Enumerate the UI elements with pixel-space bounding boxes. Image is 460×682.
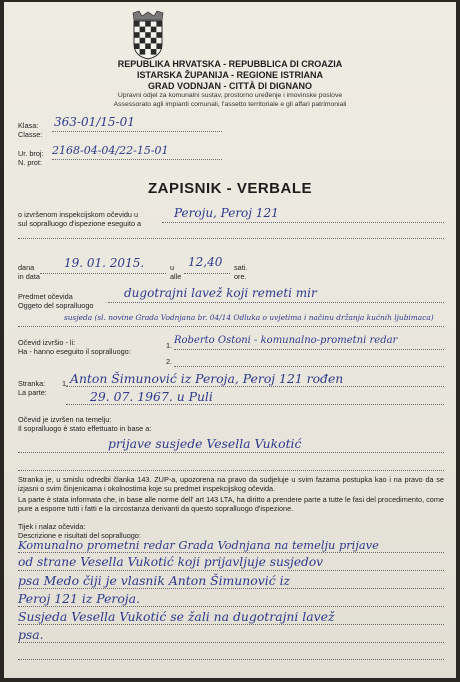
time-unit-it: ore. <box>234 272 247 281</box>
basis-value: prijave susjede Vesella Vukotić <box>108 436 302 451</box>
klasa-value: 363-01/15-01 <box>54 115 135 129</box>
document-page <box>4 2 456 678</box>
place-label-hr: o izvršenom inspekcijskom očevidu u <box>18 210 139 219</box>
findings-line-3: psa Medo čiji je vlasnik Anton Šimunović iz <box>18 573 291 588</box>
classe-label: Classe: <box>18 130 43 139</box>
notice-hr: Stranka je, u smislu odredbi članka 143. ZUP-a, upozorena na pravo da sudjeluje u svim fazama postupka kao i na pravo da se izjasni o svim činjenicama i okolnostima koje su predmet inspekcijskog očevida. <box>18 475 444 493</box>
place-label-it: sul sopralluogo d'ispezione eseguito a <box>18 219 142 228</box>
page-title: ZAPISNIK - VERBALE <box>147 180 312 197</box>
header-line-4: Upravni odjel za komunalni sustav, prostorno uređenje i imovinske poslove <box>117 92 343 99</box>
findings-line-2: od strane Vesella Vukotić koji prijavljuje susjedov <box>18 555 324 569</box>
party-value-1: Anton Šimunović iz Peroja, Peroj 121 rođen <box>70 371 344 386</box>
party-value-2: 29. 07. 1967. u Puli <box>90 389 213 404</box>
subject-value-1: dugotrajni lavež koji remeti mir <box>124 286 317 300</box>
findings-line-1: Komunalno prometni redar Grada Vodnjana na temelju prijave <box>18 538 379 552</box>
notice-it: La parte è stata informata che, in base alle norme dell' art 143 LTA, ha diritto a prendere parte a tutte le fasi del procedimento, come pure a esporre tutti i fatti e la circostanza derivanti da questo sopralluogo d'ispezione. <box>18 495 444 513</box>
klasa-label: Klasa: <box>18 121 39 130</box>
time-unit-hr: sati. <box>234 263 248 272</box>
place-value: Peroju, Peroj 121 <box>174 206 279 220</box>
nprot-label: N. prot: <box>18 158 42 167</box>
findings-label-hr: Tijek i nalaz očevida: <box>18 522 86 531</box>
performer-value: Roberto Ostoni - komunalno-prometni redar <box>174 335 398 346</box>
performer-num-1: 1. <box>166 341 173 350</box>
urbroj-value: 2168-04-04/22-15-01 <box>52 144 169 157</box>
party-label-it: La parte: <box>18 388 47 397</box>
findings-line-5: Susjeda Vesella Vukotić se žali na dugotrajni lavež <box>18 609 335 624</box>
findings-line-6: psa. <box>18 627 44 642</box>
header-line-2: ISTARSKA ŽUPANIJA - REGIONE ISTRIANA <box>136 70 323 80</box>
basis-label-it: Il sopralluogo è stato effettuato in base a: <box>18 424 152 433</box>
header-line-5: Assessorato agli impianti comunali, l'assetto territoriale e gli affari patrimoniali <box>113 101 347 108</box>
findings-label-it: Descrizione e risultati del sopralluogo: <box>18 531 141 540</box>
findings-line-4: Peroj 121 iz Peroja. <box>18 591 140 606</box>
urbroj-label: Ur. broj: <box>18 149 44 158</box>
date-label-it: in data <box>18 272 40 281</box>
coat-of-arms-icon <box>130 10 166 60</box>
performer-label-hr: Očevid izvršio - li: <box>18 338 76 347</box>
party-num: 1. <box>62 379 69 388</box>
date-label-hr: dana <box>18 263 35 272</box>
time-label-it: alle <box>170 272 182 281</box>
time-value: 12,40 <box>188 255 223 269</box>
subject-value-2: susjeda (sl. novine Grada Vodnjana br. 04/14 Odluka o uvjetima i načinu držanja kućnih ljubimaca) <box>64 313 434 322</box>
basis-label-hr: Očevid je izvršen na temelju: <box>18 415 112 424</box>
performer-label-it: Ha - hanno eseguito il sopralluogo: <box>18 347 131 356</box>
subject-label-hr: Predmet očevida <box>18 292 73 301</box>
header-line-1: REPUBLIKA HRVATSKA - REPUBBLICA DI CROAZIA <box>117 59 343 69</box>
header-line-3: GRAD VODNJAN - CITTÀ DI DIGNANO <box>148 81 312 91</box>
performer-num-2: 2. <box>166 357 173 366</box>
subject-label-it: Oggeto del sopralluogo <box>18 301 94 310</box>
party-label-hr: Stranka: <box>18 379 46 388</box>
date-value: 19. 01. 2015. <box>64 256 145 270</box>
show-through-area <box>304 120 444 132</box>
time-label-hr: u <box>170 263 175 272</box>
